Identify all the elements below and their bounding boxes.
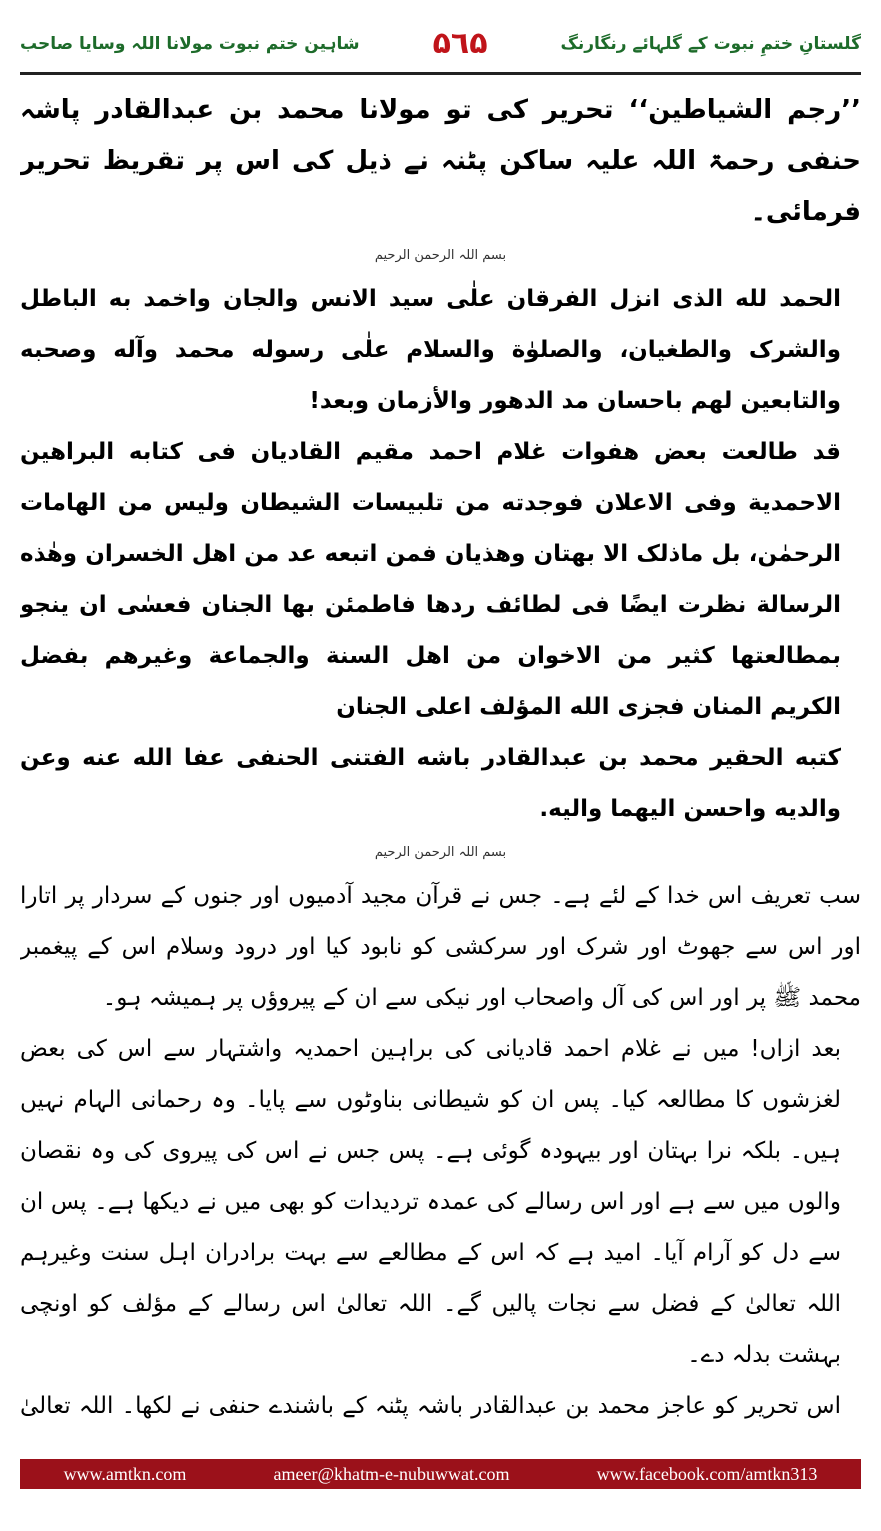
intro-paragraph: ’’رجم الشیاطین‘‘ تحریر کی تو مولانا محمد بن عبدالقادر پاشہ حنفی رحمۃ اللہ علیہ ساکن پٹنہ نے ذیل کی اس پر تقریظ تحریر فرمائی۔ — [20, 95, 861, 227]
footer-bar — [20, 1459, 861, 1489]
urdu-paragraph-3: اس تحریر کو عاجز محمد بن عبدالقادر باشہ پٹنہ کے باشندے حنفی نے لکھا۔ اللہ تعالیٰ — [20, 1393, 841, 1419]
header-divider — [20, 72, 861, 75]
arabic-paragraph-3: کتبه الحقیر محمد بن عبدالقادر باشه الفتنی الحنفی عفا الله عنه وعن والدیه واحسن الیهما والیه. — [20, 745, 841, 822]
page-number: ۵٦۵ — [432, 25, 488, 61]
footer-facebook-link[interactable]: www.facebook.com/amtkn313 — [596, 1463, 818, 1484]
header-book-title: گلستانِ ختمِ نبوت کے گلہائے رنگارنگ — [560, 33, 861, 54]
page-header — [20, 18, 861, 68]
header-author: شاہین ختم نبوت مولانا اللہ وسایا صاحب — [20, 33, 360, 54]
urdu-paragraph-1: سب تعریف اس خدا کے لئے ہے۔ جس نے قرآن مجید آدمیوں اور جنوں کے سردار پر اتارا اور اس سے جھوٹ اور شرک اور سرکشی کو نابود کیا اور درود وسلام اس کے پیغمبر محمد ﷺ پر اور اس کی آل واصحاب اور نیکی سے ان کے پیروؤں پر ہمیشہ ہو۔ — [20, 883, 861, 1011]
bismillah-1: بسم اللہ الرحمن الرحیم — [374, 248, 507, 263]
footer-website-link[interactable]: www.amtkn.com — [63, 1463, 187, 1484]
page-body — [20, 85, 861, 1445]
bismillah-2: بسم اللہ الرحمن الرحیم — [374, 845, 507, 860]
urdu-paragraph-2: بعد ازاں! میں نے غلام احمد قادیانی کی براہین احمدیہ واشتہار سے اس کی بعض لغزشوں کا مطالعہ کیا۔ پس ان کو شیطانی بناوٹوں سے پایا۔ وہ رحمانی الہام نہیں ہیں۔ بلکہ نرا بہتان اور بیہودہ گوئی ہے۔ پس جس نے اس کی پیروی کی وہ نقصان والوں میں سے ہے اور اس رسالے کی عمدہ تردیدات کو بھی میں نے دیکھا ہے۔ پس ان سے دل کو آرام آیا۔ امید ہے کہ اس کے مطالعے سے بہت برادران اہل سنت وغیرہم اللہ تعالیٰ کے فضل سے نجات پالیں گے۔ اللہ تعالیٰ اس رسالے کے مؤلف کو اونچی بہشت بدلہ دے۔ — [20, 1036, 841, 1368]
footer-email-link[interactable]: ameer@khatm-e-nubuwwat.com — [273, 1463, 510, 1484]
arabic-paragraph-2: قد طالعت بعض هفوات غلام احمد مقیم القادیان فی کتابه البراهین الاحمدیة وفی الاعلان فوجدته من تلبیسات الشیطان ولیس من الهامات الرحمٰن، بل ماذلک الا بهتان وهذیان فمن اتبعه عد من اهل الخسران وهٰذه الرسالة نظرت ایضًا فی لطائف ردها فاطمئن بها الجنان فعسٰی ان ینجو بمطالعتها کثیر من الاخوان من اهل السنة والجماعة وغیرهم بفضل الکریم المنان فجزی الله المؤلف اعلی الجنان — [20, 439, 841, 720]
arabic-paragraph-1: الحمد لله الذی انزل الفرقان علٰی سید الانس والجان واخمد به الباطل والشرک والطغیان، والصلوٰة والسلام علٰی رسوله محمد وآله وصحبه والتابعین لهم باحسان مد الدهور والأزمان وبعد! — [20, 286, 841, 414]
